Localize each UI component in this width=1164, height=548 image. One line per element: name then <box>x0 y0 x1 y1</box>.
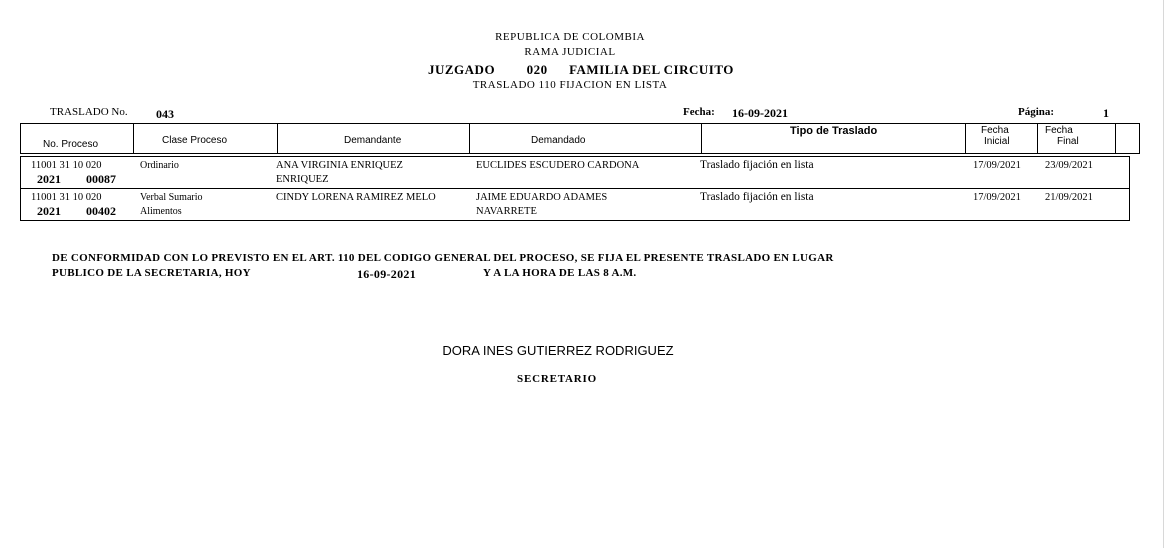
fecha-label: Fecha: <box>683 106 715 118</box>
court-number: 020 <box>526 62 548 77</box>
demandante-cont: ENRIQUEZ <box>276 174 329 185</box>
pagina-label: Página: <box>1018 106 1055 118</box>
anio: 2021 <box>37 172 61 186</box>
fecha-inicial: 17/09/2021 <box>973 160 1021 171</box>
court-name: FAMILIA DEL CIRCUITO <box>569 62 734 77</box>
table-body <box>20 156 1130 221</box>
table-header <box>20 123 1140 154</box>
clase-proceso: Ordinario <box>140 160 179 171</box>
header-court <box>428 62 734 78</box>
radicado: 11001 31 10 020 <box>31 192 102 203</box>
demandado-cont: NAVARRETE <box>476 206 537 217</box>
col-demandante: Demandante <box>278 124 470 153</box>
radicado: 11001 31 10 020 <box>31 160 102 171</box>
traslado-number: 043 <box>156 107 174 121</box>
fecha-value: 16-09-2021 <box>732 106 788 120</box>
legal-statement: DE CONFORMIDAD CON LO PREVISTO EN EL ART. 110 DEL CODIGO GENERAL DEL PROCESO, SE FIJA EL PRESENTE TRASLADO EN LUGAR <box>52 252 834 264</box>
signatory-name: DORA INES GUTIERREZ RODRIGUEZ <box>442 343 674 358</box>
table-row <box>21 157 1129 188</box>
col-fecha-final: Fecha Final <box>1038 124 1116 153</box>
col-fecha-inicial: Fecha Inicial <box>966 124 1038 153</box>
fecha-inicial: 17/09/2021 <box>973 192 1021 203</box>
pagina-value: 1 <box>1103 106 1109 120</box>
legal-time: Y A LA HORA DE LAS 8 A.M. <box>483 267 637 279</box>
demandado: EUCLIDES ESCUDERO CARDONA <box>476 160 640 171</box>
col-demandado: Demandado <box>470 124 702 153</box>
anio: 2021 <box>37 204 61 218</box>
demandante: ANA VIRGINIA ENRIQUEZ <box>276 160 403 171</box>
table-row <box>21 189 1129 220</box>
legal-statement-cont: PUBLICO DE LA SECRETARIA, HOY <box>52 267 251 279</box>
legal-date: 16-09-2021 <box>357 267 416 281</box>
numero: 00087 <box>86 172 116 186</box>
clase-proceso-cont: Alimentos <box>140 206 182 217</box>
col-tipo-traslado: Tipo de Traslado <box>702 124 966 153</box>
tipo-traslado: Traslado fijación en lista <box>700 159 814 171</box>
header-branch: RAMA JUDICIAL <box>524 46 616 58</box>
traslado-label: TRASLADO No. <box>50 106 128 118</box>
demandado: JAIME EDUARDO ADAMES <box>476 192 608 203</box>
fecha-final: 21/09/2021 <box>1045 192 1093 203</box>
numero: 00402 <box>86 204 116 218</box>
header-country: REPUBLICA DE COLOMBIA <box>495 31 645 43</box>
clase-proceso: Verbal Sumario <box>140 192 203 203</box>
header-subtitle: TRASLADO 110 FIJACION EN LISTA <box>472 79 668 91</box>
court-label: JUZGADO <box>428 62 496 77</box>
tipo-traslado: Traslado fijación en lista <box>700 191 814 203</box>
col-no-proceso: No. Proceso <box>21 124 134 153</box>
fecha-final: 23/09/2021 <box>1045 160 1093 171</box>
signatory-title: SECRETARIO <box>517 373 597 385</box>
col-clase-proceso: Clase Proceso <box>134 124 278 153</box>
demandante: CINDY LORENA RAMIREZ MELO <box>276 192 436 203</box>
